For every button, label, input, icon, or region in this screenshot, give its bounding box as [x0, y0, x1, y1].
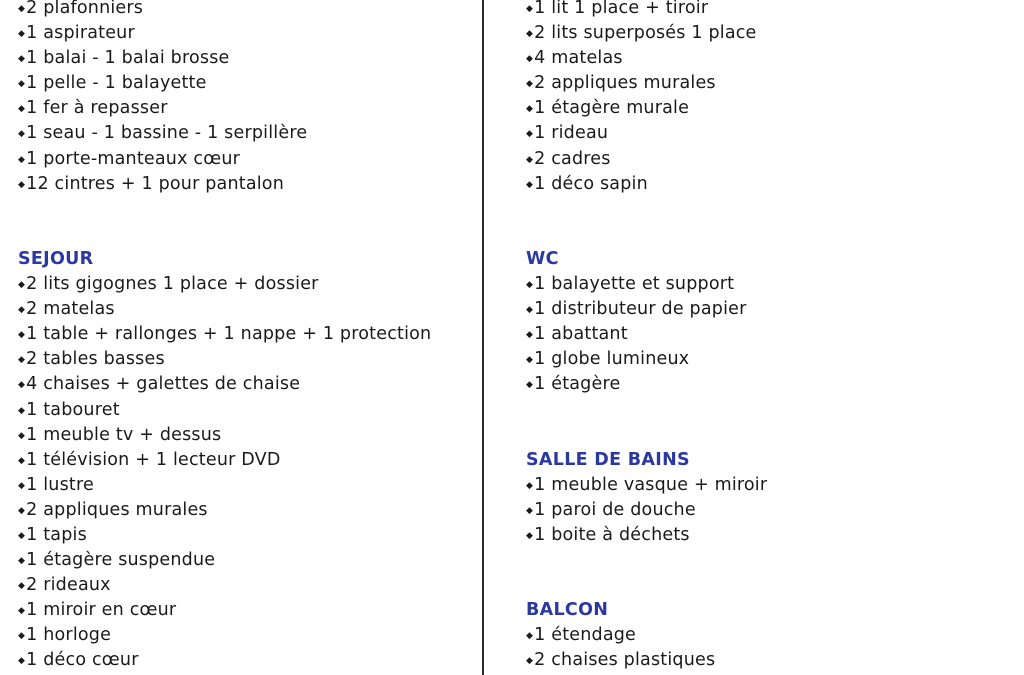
item-text: 1 étagère — [534, 374, 621, 395]
item-text: 2 appliques murales — [534, 73, 716, 94]
item-text: 4 matelas — [534, 48, 623, 69]
balcon-section — [526, 598, 767, 673]
list-item — [18, 46, 431, 71]
item-text: 1 télévision + 1 lecteur DVD — [26, 449, 281, 470]
list-item — [526, 121, 767, 146]
item-list — [18, 272, 431, 674]
item-text: 4 chaises + galettes de chaise — [26, 374, 301, 395]
list-item — [526, 46, 767, 71]
bullet-icon: ◆ — [526, 380, 534, 391]
item-text: 2 plafonniers — [26, 0, 144, 18]
list-item — [18, 598, 431, 623]
bullet-icon: ◆ — [526, 330, 534, 341]
bullet-icon: ◆ — [526, 480, 534, 491]
item-text: 1 lit 1 place + tiroir — [534, 0, 709, 18]
bullet-icon: ◆ — [526, 656, 534, 667]
item-text: 1 tabouret — [26, 399, 120, 420]
list-item — [526, 498, 767, 523]
item-text: 2 cadres — [534, 148, 611, 169]
item-text: 1 abattant — [534, 324, 628, 345]
list-item — [18, 498, 431, 523]
list-item — [18, 448, 431, 473]
item-text: 1 aspirateur — [26, 23, 135, 44]
item-text: 1 rideau — [534, 123, 609, 144]
item-text: 1 boite à déchets — [534, 524, 690, 545]
bullet-icon: ◆ — [18, 581, 26, 592]
item-text: 2 tables basses — [26, 349, 165, 370]
list-item — [18, 423, 431, 448]
list-item — [526, 347, 767, 372]
item-text: 1 meuble tv + dessus — [26, 424, 222, 445]
salle-de-bains-section — [526, 448, 767, 548]
bullet-icon: ◆ — [18, 606, 26, 617]
list-item — [18, 523, 431, 548]
bullet-icon: ◆ — [18, 405, 26, 416]
item-list — [526, 272, 767, 397]
list-item — [18, 96, 431, 121]
item-text: 1 balayette et support — [534, 274, 735, 295]
section-title-salle-de-bains: SALLE DE BAINS — [526, 449, 690, 470]
bullet-icon: ◆ — [18, 530, 26, 541]
bullet-icon: ◆ — [18, 129, 26, 140]
list-item — [18, 172, 431, 197]
list-item — [18, 0, 431, 21]
item-list — [526, 473, 767, 548]
bullet-icon: ◆ — [18, 29, 26, 40]
list-item — [18, 71, 431, 96]
item-text: 1 déco sapin — [534, 173, 648, 194]
list-item — [18, 648, 431, 673]
list-item — [18, 347, 431, 372]
list-item — [18, 548, 431, 573]
list-item — [18, 372, 431, 397]
left-top-section — [18, 0, 431, 197]
bullet-icon: ◆ — [526, 4, 534, 14]
item-text: 1 balai - 1 balai brosse — [26, 48, 230, 69]
list-item — [526, 648, 767, 673]
bullet-icon: ◆ — [18, 355, 26, 366]
item-text: 1 globe lumineux — [534, 349, 690, 370]
list-item — [18, 322, 431, 347]
bullet-icon: ◆ — [18, 305, 26, 316]
item-text: 1 horloge — [26, 625, 112, 646]
list-item — [18, 297, 431, 322]
bullet-icon: ◆ — [18, 480, 26, 491]
bullet-icon: ◆ — [18, 104, 26, 115]
section-title-wc: WC — [526, 248, 559, 269]
bullet-icon: ◆ — [18, 179, 26, 190]
bullet-icon: ◆ — [526, 530, 534, 541]
bullet-icon: ◆ — [18, 79, 26, 90]
section-title-sejour: SEJOUR — [18, 248, 94, 269]
list-item — [526, 272, 767, 297]
list-item — [18, 473, 431, 498]
bullet-icon: ◆ — [526, 505, 534, 516]
list-item — [18, 21, 431, 46]
item-text: 1 étagère suspendue — [26, 550, 216, 571]
item-text: 1 miroir en cœur — [26, 600, 177, 621]
list-item — [18, 121, 431, 146]
bullet-icon: ◆ — [18, 4, 26, 14]
item-text: 1 seau - 1 bassine - 1 serpillère — [26, 123, 308, 144]
list-item — [526, 71, 767, 96]
list-item — [526, 172, 767, 197]
list-item — [18, 398, 431, 423]
item-text: 2 chaises plastiques — [534, 650, 716, 671]
item-text: 1 distributeur de papier — [534, 299, 747, 320]
bullet-icon: ◆ — [526, 280, 534, 291]
item-text: 2 matelas — [26, 299, 115, 320]
wc-section — [526, 247, 767, 398]
item-text: 1 table + rallonges + 1 nappe + 1 protection — [26, 324, 432, 345]
list-item — [526, 21, 767, 46]
bullet-icon: ◆ — [18, 380, 26, 391]
bullet-icon: ◆ — [526, 29, 534, 40]
bullet-icon: ◆ — [18, 330, 26, 341]
list-item — [526, 147, 767, 172]
bullet-icon: ◆ — [526, 179, 534, 190]
list-item — [18, 272, 431, 297]
bullet-icon: ◆ — [526, 631, 534, 642]
list-item — [526, 523, 767, 548]
sejour-section — [18, 247, 431, 674]
list-item — [526, 322, 767, 347]
item-text: 1 paroi de douche — [534, 499, 696, 520]
item-text: 1 pelle - 1 balayette — [26, 73, 207, 94]
item-text: 1 lustre — [26, 474, 94, 495]
bullet-icon: ◆ — [526, 154, 534, 165]
list-item — [18, 623, 431, 648]
list-item — [526, 372, 767, 397]
list-item — [18, 573, 431, 598]
bullet-icon: ◆ — [526, 79, 534, 90]
bullet-icon: ◆ — [18, 430, 26, 441]
list-item — [526, 623, 767, 648]
column-divider — [482, 0, 484, 675]
left-column — [18, 0, 431, 674]
list-item — [526, 473, 767, 498]
item-text: 2 rideaux — [26, 575, 111, 596]
item-text: 12 cintres + 1 pour pantalon — [26, 173, 285, 194]
right-column — [526, 0, 767, 674]
section-gap — [526, 398, 767, 448]
bullet-icon: ◆ — [526, 104, 534, 115]
section-gap — [18, 197, 431, 247]
item-list — [526, 623, 767, 673]
item-list — [18, 0, 431, 197]
section-gap — [526, 197, 767, 247]
bullet-icon: ◆ — [18, 505, 26, 516]
item-text: 1 étagère murale — [534, 98, 690, 119]
bullet-icon: ◆ — [526, 54, 534, 65]
list-item — [526, 297, 767, 322]
item-list — [526, 0, 767, 197]
list-item — [18, 147, 431, 172]
bullet-icon: ◆ — [18, 54, 26, 65]
item-text: 1 porte-manteaux cœur — [26, 148, 241, 169]
bullet-icon: ◆ — [18, 556, 26, 567]
section-gap — [526, 548, 767, 598]
section-title-balcon: BALCON — [526, 600, 609, 621]
right-top-section — [526, 0, 767, 197]
bullet-icon: ◆ — [18, 631, 26, 642]
bullet-icon: ◆ — [526, 355, 534, 366]
item-text: 2 lits superposés 1 place — [534, 23, 757, 44]
item-text: 1 meuble vasque + miroir — [534, 474, 768, 495]
item-text: 1 fer à repasser — [26, 98, 168, 119]
list-item — [526, 0, 767, 21]
bullet-icon: ◆ — [18, 455, 26, 466]
bullet-icon: ◆ — [18, 280, 26, 291]
item-text: 1 déco cœur — [26, 650, 139, 671]
bullet-icon: ◆ — [18, 154, 26, 165]
item-text: 2 appliques murales — [26, 499, 208, 520]
bullet-icon: ◆ — [526, 305, 534, 316]
bullet-icon: ◆ — [18, 656, 26, 667]
item-text: 1 étendage — [534, 625, 637, 646]
list-item — [526, 96, 767, 121]
item-text: 2 lits gigognes 1 place + dossier — [26, 274, 319, 295]
bullet-icon: ◆ — [526, 129, 534, 140]
item-text: 1 tapis — [26, 524, 87, 545]
